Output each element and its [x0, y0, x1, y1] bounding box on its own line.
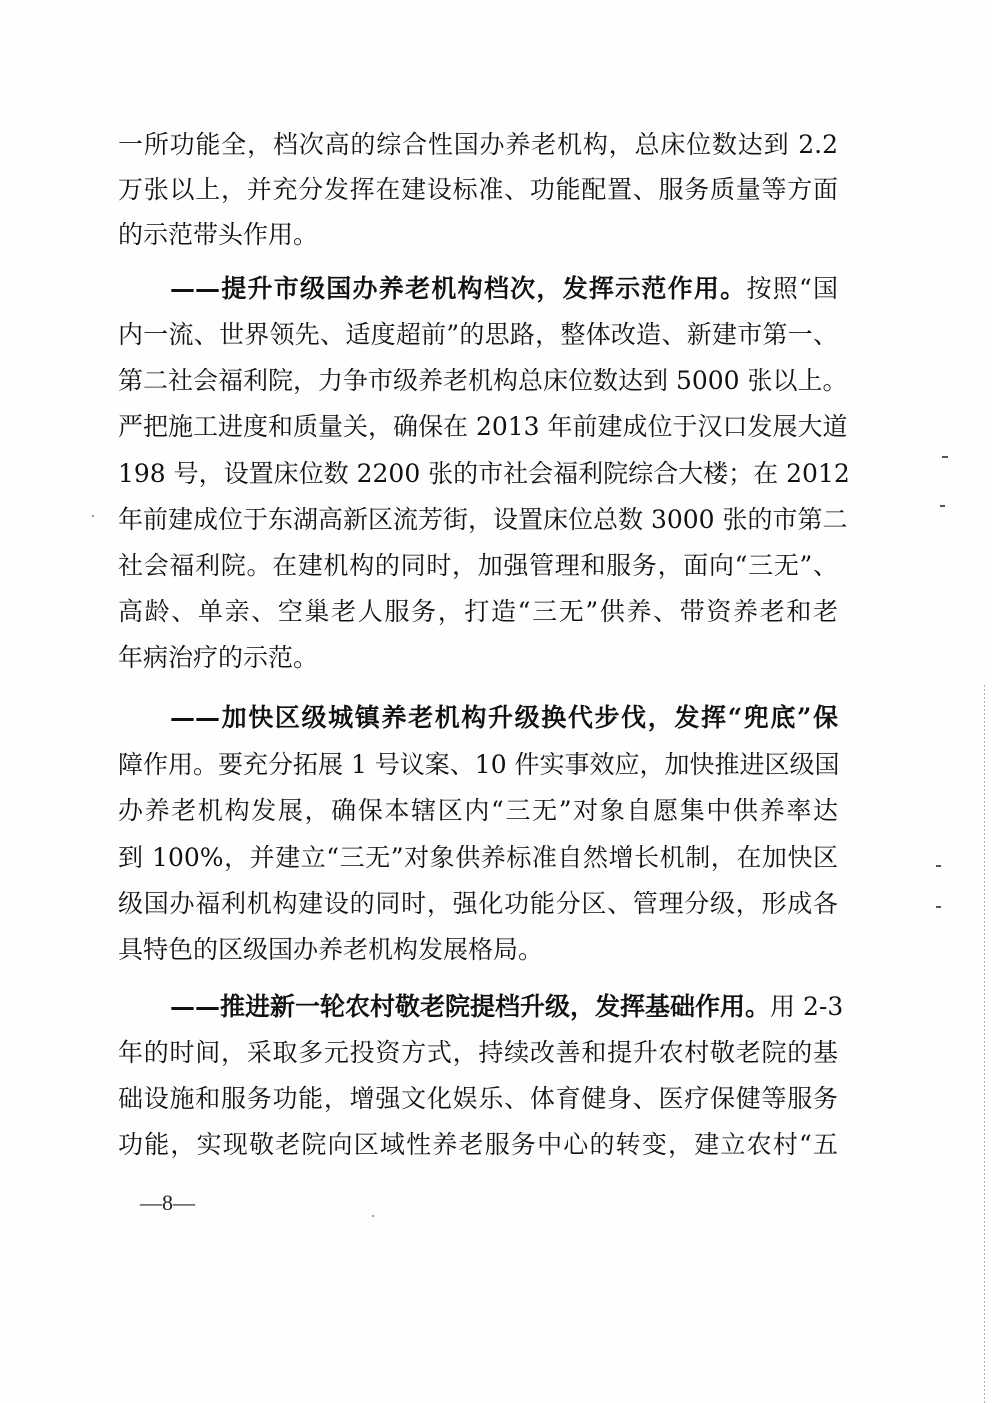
paragraph-line — [118, 1079, 838, 1119]
line-text: 功能，实现敬老院向区域性养老服务中心的转变，建立农村“五 — [118, 1130, 838, 1159]
line-text: 具特色的区级国办养老机构发展格局。 — [118, 935, 544, 964]
line-text: 万张以上，并充分发挥在建设标准、功能配置、服务质量等方面 — [118, 175, 838, 204]
scan-dot — [372, 1215, 374, 1217]
paragraph-line — [118, 884, 838, 924]
paragraph-line — [118, 407, 848, 447]
scan-mark — [936, 865, 941, 867]
paragraph-line — [118, 454, 850, 494]
paragraph-line — [118, 930, 838, 970]
section-heading-district: ——加快区级城镇养老机构升级换代步伐，发挥“兜底”保 — [170, 703, 838, 732]
paragraph-line — [118, 315, 838, 355]
scan-mark — [942, 456, 948, 458]
section-heading-municipal: ——提升市级国办养老机构档次，发挥示范作用。 — [170, 274, 747, 303]
paragraph-line — [118, 838, 838, 878]
paragraph-line — [118, 638, 838, 678]
line-text: 高龄、单亲、空巢老人服务，打造“三无”供养、带资养老和老 — [118, 597, 838, 626]
line-text: 198 号，设置床位数 2200 张的市社会福利院综合大楼；在 2012 — [118, 459, 850, 488]
section-heading-line — [170, 698, 838, 738]
paragraph-line — [118, 125, 838, 165]
line-text: 年的时间，采取多元投资方式，持续改善和提升农村敬老院的基 — [118, 1038, 838, 1067]
line-text: 按照“国 — [746, 274, 838, 303]
paragraph-line — [118, 546, 838, 586]
line-text: 一所功能全，档次高的综合性国办养老机构，总床位数达到 2.2 — [118, 130, 838, 159]
line-text: 础设施和服务功能，增强文化娱乐、体育健身、医疗保健等服务 — [118, 1084, 838, 1113]
line-text: 第二社会福利院，力争市级养老机构总床位数达到 5000 张以上。 — [118, 366, 848, 395]
paragraph-line — [118, 1033, 838, 1073]
paragraph-line — [118, 1125, 838, 1165]
page-number: —8— — [140, 1190, 195, 1215]
line-text: 社会福利院。在建机构的同时，加强管理和服务，面向“三无”、 — [118, 551, 838, 580]
section-heading-rural: ——推进新一轮农村敬老院提档升级，发挥基础作用。 — [170, 992, 771, 1021]
line-text: 的示范带头作用。 — [118, 220, 319, 249]
line-text: 办养老机构发展，确保本辖区内“三无”对象自愿集中供养率达 — [118, 796, 838, 825]
paragraph-line — [118, 170, 838, 210]
line-text: 障作用。要充分拓展 1 号议案、10 件实事效应，加快推进区级国 — [118, 750, 840, 779]
scan-mark — [940, 505, 945, 507]
scan-mark — [936, 906, 941, 908]
line-text: 级国办福利机构建设的同时，强化功能分区、管理分级，形成各 — [118, 889, 838, 918]
section-heading-line — [170, 987, 844, 1027]
paragraph-line — [118, 791, 838, 831]
section-heading-line — [170, 269, 838, 309]
paragraph-line — [118, 215, 838, 255]
scan-dot — [92, 515, 94, 517]
paragraph-line — [118, 745, 838, 785]
line-text: 到 100%，并建立“三无”对象供养标准自然增长机制，在加快区 — [118, 843, 838, 872]
line-text: 年前建成位于东湖高新区流芳街，设置床位总数 3000 张的市第二 — [118, 505, 848, 534]
paragraph-line — [118, 361, 848, 401]
line-text: 严把施工进度和质量关，确保在 2013 年前建成位于汉口发展大道 — [118, 412, 848, 441]
paragraph-line — [118, 592, 838, 632]
line-text: 用 2-3 — [770, 992, 844, 1021]
scan-edge-line — [984, 685, 985, 1403]
paragraph-line — [118, 500, 848, 540]
line-text: 年病治疗的示范。 — [118, 643, 319, 672]
line-text: 内一流、世界领先、适度超前”的思路，整体改造、新建市第一、 — [118, 320, 838, 349]
